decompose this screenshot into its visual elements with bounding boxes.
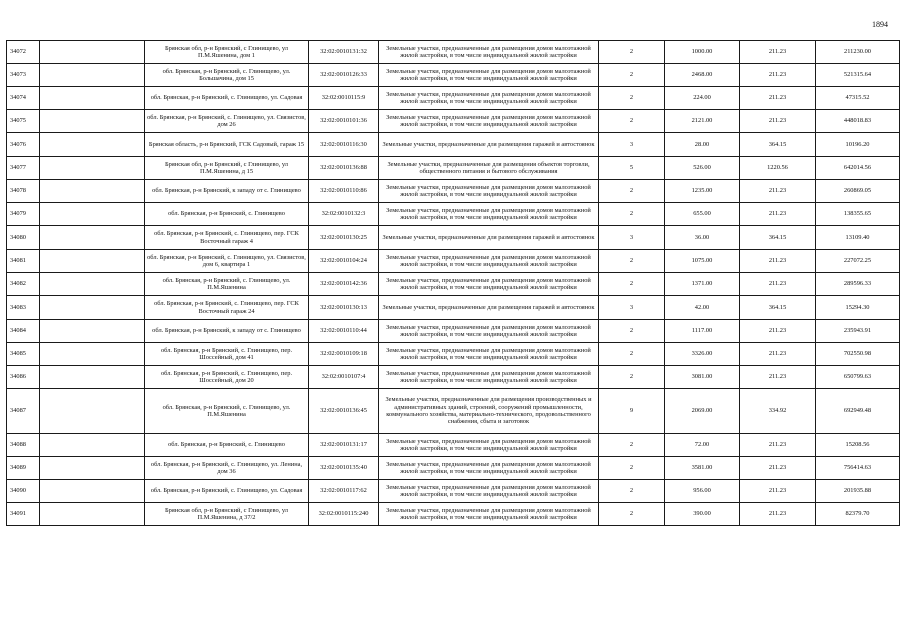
table-row (7, 110, 900, 133)
cadastral-number-cell: 32:02:0010131:32 (309, 41, 379, 64)
cadastral-value-cell: 235943.91 (816, 320, 900, 343)
rate-cell: 211.23 (740, 320, 816, 343)
cadastral-number-cell: 32:02:0010115:9 (309, 87, 379, 110)
cadastral-value-cell: 289596.33 (816, 273, 900, 296)
empty-cell (40, 480, 145, 503)
address-cell: обл. Брянская, р-н Брянский, с. Глинищево, ул. Ленина, дом 36 (145, 457, 309, 480)
cadastral-number-cell: 32:02:0010130:13 (309, 296, 379, 320)
empty-cell (40, 180, 145, 203)
land-use-cell: Земельные участки, предназначенные для размещения домов малоэтажной жилой застройки, в том числе индивидуальной жилой застройки (379, 366, 599, 389)
empty-cell (40, 87, 145, 110)
address-cell: Брянская обл, р-н Брянский, с Глинищево, ул П.М.Яшенина, д 37/2 (145, 503, 309, 526)
group-cell: 2 (599, 203, 665, 226)
table-row (7, 41, 900, 64)
area-cell: 72.00 (665, 434, 740, 457)
cadastral-value-cell: 227072.25 (816, 250, 900, 273)
cadastral-number-cell: 32:02:0010132:3 (309, 203, 379, 226)
group-cell: 2 (599, 273, 665, 296)
address-cell: обл. Брянская, р-н Брянский, с. Глинищево, пер. ГСК Восточный гараж 24 (145, 296, 309, 320)
table-row (7, 343, 900, 366)
rate-cell: 211.23 (740, 250, 816, 273)
cadastral-value-cell: 15294.30 (816, 296, 900, 320)
cadastral-number-cell: 32:02:0010110:44 (309, 320, 379, 343)
table-row (7, 226, 900, 250)
area-cell: 2468.00 (665, 64, 740, 87)
table-row (7, 434, 900, 457)
address-cell: обл. Брянская, р-н Брянский, к западу от с. Глинищево (145, 180, 309, 203)
cadastral-number-cell: 32:02:0010109:18 (309, 343, 379, 366)
address-cell: обл. Брянская, р-н Брянский, с. Глинищево, ул. Садовая (145, 87, 309, 110)
row-id-cell: 34072 (7, 41, 40, 64)
area-cell: 3581.00 (665, 457, 740, 480)
rate-cell: 211.23 (740, 64, 816, 87)
area-cell: 526.00 (665, 157, 740, 180)
land-use-cell: Земельные участки, предназначенные для размещения домов малоэтажной жилой застройки, в том числе индивидуальной жилой застройки (379, 457, 599, 480)
address-cell: Брянская обл, р-н Брянский, с Глинищево, ул П.М.Яшенина, дом 1 (145, 41, 309, 64)
address-cell: обл. Брянская, р-н Брянский, с. Глинищево, пер. Шоссейный, дом 41 (145, 343, 309, 366)
group-cell: 2 (599, 503, 665, 526)
table-row (7, 250, 900, 273)
cadastral-number-cell: 32:02:0010130:25 (309, 226, 379, 250)
land-use-cell: Земельные участки, предназначенные для размещения домов малоэтажной жилой застройки, в том числе индивидуальной жилой застройки (379, 503, 599, 526)
empty-cell (40, 157, 145, 180)
land-use-cell: Земельные участки, предназначенные для размещения гаражей и автостоянок (379, 133, 599, 157)
area-cell: 2121.00 (665, 110, 740, 133)
land-use-cell: Земельные участки, предназначенные для размещения домов малоэтажной жилой застройки, в том числе индивидуальной жилой застройки (379, 203, 599, 226)
rate-cell: 364.15 (740, 226, 816, 250)
group-cell: 2 (599, 480, 665, 503)
empty-cell (40, 457, 145, 480)
empty-cell (40, 343, 145, 366)
cadastral-value-cell: 138355.65 (816, 203, 900, 226)
row-id-cell: 34082 (7, 273, 40, 296)
table-row (7, 64, 900, 87)
row-id-cell: 34088 (7, 434, 40, 457)
row-id-cell: 34084 (7, 320, 40, 343)
area-cell: 390.00 (665, 503, 740, 526)
cadastral-value-cell: 201935.88 (816, 480, 900, 503)
group-cell: 2 (599, 250, 665, 273)
group-cell: 5 (599, 157, 665, 180)
cadastral-value-cell: 448018.83 (816, 110, 900, 133)
table-row (7, 366, 900, 389)
table-row (7, 389, 900, 434)
address-cell: обл. Брянская, р-н Брянский, с. Глинищево (145, 203, 309, 226)
cadastral-value-cell: 521315.64 (816, 64, 900, 87)
row-id-cell: 34081 (7, 250, 40, 273)
area-cell: 42.00 (665, 296, 740, 320)
row-id-cell: 34085 (7, 343, 40, 366)
page-number: 1894 (872, 20, 888, 29)
cadastral-number-cell: 32:02:0010101:36 (309, 110, 379, 133)
area-cell: 224.00 (665, 87, 740, 110)
empty-cell (40, 366, 145, 389)
empty-cell (40, 320, 145, 343)
land-use-cell: Земельные участки, предназначенные для размещения домов малоэтажной жилой застройки, в том числе индивидуальной жилой застройки (379, 434, 599, 457)
table-row (7, 273, 900, 296)
land-use-cell: Земельные участки, предназначенные для размещения домов малоэтажной жилой застройки, в том числе индивидуальной жилой застройки (379, 110, 599, 133)
group-cell: 2 (599, 457, 665, 480)
group-cell: 3 (599, 133, 665, 157)
row-id-cell: 34083 (7, 296, 40, 320)
row-id-cell: 34086 (7, 366, 40, 389)
land-use-cell: Земельные участки, предназначенные для размещения домов малоэтажной жилой застройки, в том числе индивидуальной жилой застройки (379, 480, 599, 503)
group-cell: 2 (599, 41, 665, 64)
rate-cell: 334.92 (740, 389, 816, 434)
cadastral-value-cell: 650799.63 (816, 366, 900, 389)
cadastral-value-cell: 211230.00 (816, 41, 900, 64)
empty-cell (40, 389, 145, 434)
group-cell: 2 (599, 320, 665, 343)
cadastral-number-cell: 32:02:0010131:17 (309, 434, 379, 457)
cadastral-number-cell: 32:02:0010117:62 (309, 480, 379, 503)
row-id-cell: 34089 (7, 457, 40, 480)
area-cell: 1117.00 (665, 320, 740, 343)
land-use-cell: Земельные участки, предназначенные для размещения домов малоэтажной жилой застройки, в том числе индивидуальной жилой застройки (379, 180, 599, 203)
group-cell: 2 (599, 180, 665, 203)
cadastral-number-cell: 32:02:0010136:88 (309, 157, 379, 180)
cadastral-number-cell: 32:02:0010115:240 (309, 503, 379, 526)
area-cell: 1235.00 (665, 180, 740, 203)
row-id-cell: 34077 (7, 157, 40, 180)
land-use-cell: Земельные участки, предназначенные для размещения домов малоэтажной жилой застройки, в том числе индивидуальной жилой застройки (379, 41, 599, 64)
group-cell: 9 (599, 389, 665, 434)
cadastral-value-cell: 82379.70 (816, 503, 900, 526)
cadastral-number-cell: 32:02:0010116:30 (309, 133, 379, 157)
area-cell: 2069.00 (665, 389, 740, 434)
land-use-cell: Земельные участки, предназначенные для размещения домов малоэтажной жилой застройки, в том числе индивидуальной жилой застройки (379, 64, 599, 87)
cadastral-number-cell: 32:02:0010135:40 (309, 457, 379, 480)
group-cell: 2 (599, 366, 665, 389)
row-id-cell: 34076 (7, 133, 40, 157)
rate-cell: 211.23 (740, 110, 816, 133)
land-use-cell: Земельные участки, предназначенные для размещения домов малоэтажной жилой застройки, в том числе индивидуальной жилой застройки (379, 320, 599, 343)
cadastral-number-cell: 32:02:0010136:45 (309, 389, 379, 434)
row-id-cell: 34087 (7, 389, 40, 434)
row-id-cell: 34073 (7, 64, 40, 87)
address-cell: обл. Брянская, р-н Брянский, с. Глинищево, ул. Связистов, дом 26 (145, 110, 309, 133)
address-cell: обл. Брянская, р-н Брянский, с. Глинищево, ул. П.М.Яшенина (145, 273, 309, 296)
rate-cell: 211.23 (740, 503, 816, 526)
empty-cell (40, 434, 145, 457)
group-cell: 2 (599, 87, 665, 110)
table-row (7, 503, 900, 526)
empty-cell (40, 296, 145, 320)
address-cell: обл. Брянская, р-н Брянский, с. Глинищево, ул. Связистов, дом 6, квартира 1 (145, 250, 309, 273)
group-cell: 3 (599, 226, 665, 250)
area-cell: 655.00 (665, 203, 740, 226)
cadastral-number-cell: 32:02:0010110:86 (309, 180, 379, 203)
group-cell: 2 (599, 110, 665, 133)
land-use-cell: Земельные участки, предназначенные для размещения объектов торговли, общественного питания и бытового обслуживания (379, 157, 599, 180)
land-use-cell: Земельные участки, предназначенные для размещения домов малоэтажной жилой застройки, в том числе индивидуальной жилой застройки (379, 343, 599, 366)
area-cell: 3326.00 (665, 343, 740, 366)
row-id-cell: 34080 (7, 226, 40, 250)
empty-cell (40, 64, 145, 87)
empty-cell (40, 110, 145, 133)
area-cell: 1000.00 (665, 41, 740, 64)
group-cell: 2 (599, 343, 665, 366)
cadastral-number-cell: 32:02:0010107:4 (309, 366, 379, 389)
rate-cell: 211.23 (740, 480, 816, 503)
area-cell: 28.00 (665, 133, 740, 157)
land-use-cell: Земельные участки, предназначенные для размещения домов малоэтажной жилой застройки, в том числе индивидуальной жилой застройки (379, 250, 599, 273)
table-row (7, 203, 900, 226)
rate-cell: 211.23 (740, 87, 816, 110)
empty-cell (40, 41, 145, 64)
rate-cell: 211.23 (740, 273, 816, 296)
address-cell: обл. Брянская, р-н Брянский, с. Глинищево, пер. Шоссейный, дом 20 (145, 366, 309, 389)
address-cell: обл. Брянская, р-н Брянский, к западу от с. Глинищево (145, 320, 309, 343)
rate-cell: 211.23 (740, 343, 816, 366)
land-use-cell: Земельные участки, предназначенные для размещения домов малоэтажной жилой застройки, в том числе индивидуальной жилой застройки (379, 87, 599, 110)
table-row (7, 157, 900, 180)
address-cell: обл. Брянская, р-н Брянский, с. Глинищево, ул. Садовая (145, 480, 309, 503)
table-row (7, 320, 900, 343)
rate-cell: 211.23 (740, 366, 816, 389)
empty-cell (40, 273, 145, 296)
address-cell: обл. Брянская, р-н Брянский, с. Глинищево, ул. Большачина, дом 15 (145, 64, 309, 87)
cadastral-value-cell: 756414.63 (816, 457, 900, 480)
cadastral-number-cell: 32:02:0010142:36 (309, 273, 379, 296)
row-id-cell: 34091 (7, 503, 40, 526)
group-cell: 2 (599, 434, 665, 457)
cadastral-value-cell: 13109.40 (816, 226, 900, 250)
land-use-cell: Земельные участки, предназначенные для размещения домов малоэтажной жилой застройки, в том числе индивидуальной жилой застройки (379, 273, 599, 296)
table-row (7, 180, 900, 203)
land-use-cell: Земельные участки, предназначенные для размещения гаражей и автостоянок (379, 226, 599, 250)
cadastral-value-cell: 702550.98 (816, 343, 900, 366)
table-row (7, 457, 900, 480)
cadastral-value-cell: 260869.05 (816, 180, 900, 203)
rate-cell: 211.23 (740, 180, 816, 203)
area-cell: 3081.00 (665, 366, 740, 389)
area-cell: 1075.00 (665, 250, 740, 273)
row-id-cell: 34075 (7, 110, 40, 133)
address-cell: Брянская обл, р-н Брянский, с Глинищево, ул П.М.Яшенина, д 15 (145, 157, 309, 180)
row-id-cell: 34074 (7, 87, 40, 110)
area-cell: 36.00 (665, 226, 740, 250)
land-use-cell: Земельные участки, предназначенные для размещения гаражей и автостоянок (379, 296, 599, 320)
cadastral-value-cell: 47315.52 (816, 87, 900, 110)
rate-cell: 211.23 (740, 203, 816, 226)
address-cell: обл. Брянская, р-н Брянский, с. Глинищево, ул. П.М.Яшенина (145, 389, 309, 434)
cadastral-value-cell: 10196.20 (816, 133, 900, 157)
cadastral-number-cell: 32:02:0010104:24 (309, 250, 379, 273)
empty-cell (40, 503, 145, 526)
empty-cell (40, 250, 145, 273)
area-cell: 956.00 (665, 480, 740, 503)
row-id-cell: 34090 (7, 480, 40, 503)
address-cell: Брянская область, р-н Брянский, ГСК Садовый, гараж 15 (145, 133, 309, 157)
table-row (7, 133, 900, 157)
row-id-cell: 34078 (7, 180, 40, 203)
land-plots-table (6, 40, 900, 526)
table-row (7, 87, 900, 110)
rate-cell: 211.23 (740, 434, 816, 457)
cadastral-value-cell: 692949.48 (816, 389, 900, 434)
address-cell: обл. Брянская, р-н Брянский, с. Глинищево, пер. ГСК Восточный гараж 4 (145, 226, 309, 250)
group-cell: 3 (599, 296, 665, 320)
rate-cell: 211.23 (740, 41, 816, 64)
cadastral-value-cell: 642014.56 (816, 157, 900, 180)
rate-cell: 364.15 (740, 133, 816, 157)
row-id-cell: 34079 (7, 203, 40, 226)
empty-cell (40, 133, 145, 157)
land-use-cell: Земельные участки, предназначенные для размещения производственных и административных зданий, строений, сооружений промышленности, коммунального хозяйства, материально-технического, продовольственного снабжения, сбыта и заготовок (379, 389, 599, 434)
group-cell: 2 (599, 64, 665, 87)
rate-cell: 1220.56 (740, 157, 816, 180)
empty-cell (40, 226, 145, 250)
cadastral-value-cell: 15208.56 (816, 434, 900, 457)
cadastral-number-cell: 32:02:0010126:33 (309, 64, 379, 87)
area-cell: 1371.00 (665, 273, 740, 296)
rate-cell: 211.23 (740, 457, 816, 480)
rate-cell: 364.15 (740, 296, 816, 320)
empty-cell (40, 203, 145, 226)
address-cell: обл. Брянская, р-н Брянский, с. Глинищево (145, 434, 309, 457)
table-row (7, 296, 900, 320)
table-row (7, 480, 900, 503)
